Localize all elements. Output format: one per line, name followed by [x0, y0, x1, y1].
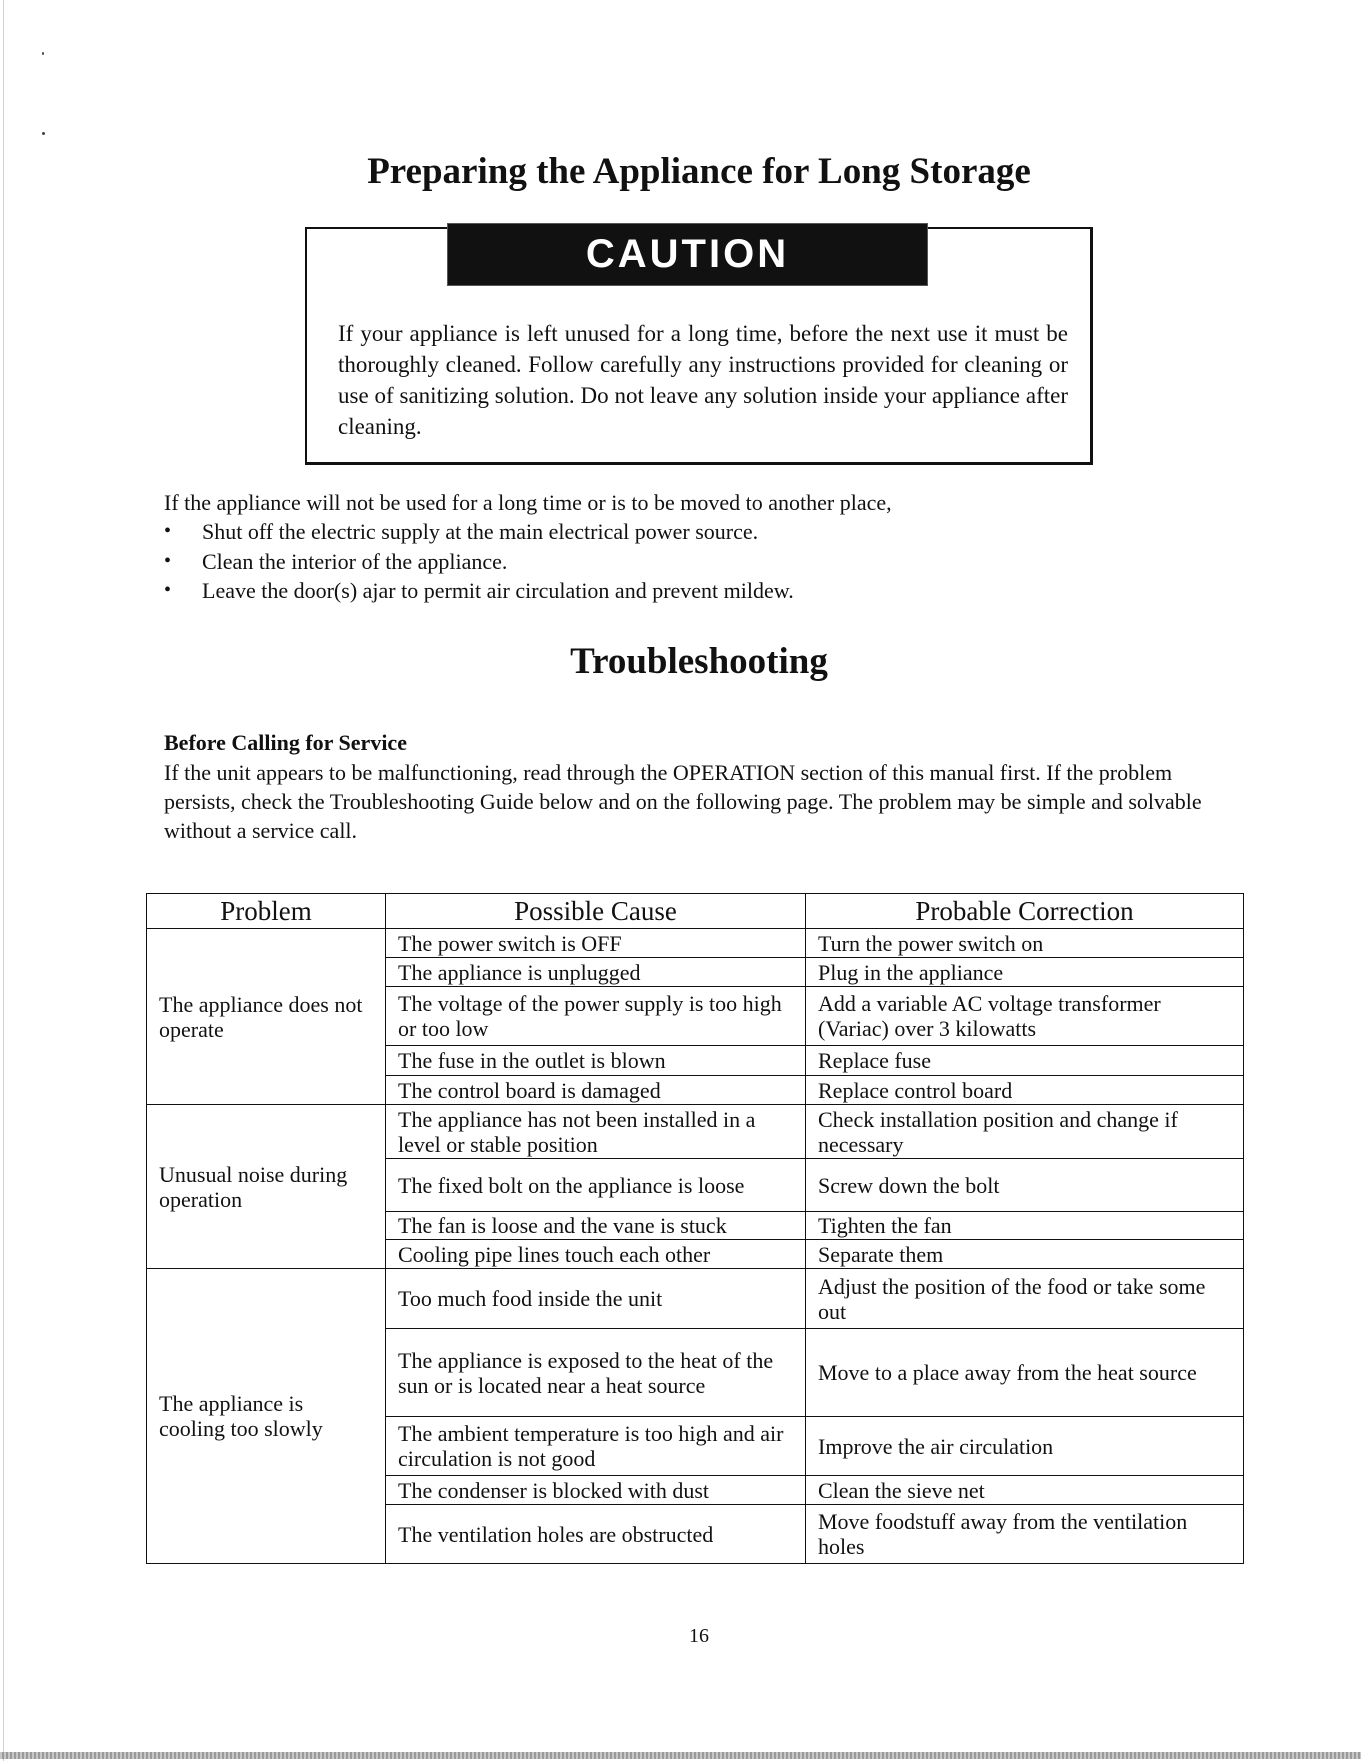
- caution-box: [305, 227, 1093, 465]
- cause-cell: Cooling pipe lines touch each other: [386, 1240, 806, 1269]
- cause-cell: The appliance is unplugged: [386, 958, 806, 987]
- list-item: • Clean the interior of the appliance.: [164, 547, 794, 577]
- correction-cell: Move to a place away from the heat source: [806, 1329, 1244, 1417]
- scan-speck: [42, 132, 45, 135]
- correction-cell: Check installation position and change if necessary: [806, 1105, 1244, 1159]
- table-row: [147, 929, 1244, 958]
- scan-speck: [42, 52, 44, 55]
- problem-cell: Unusual noise during operation: [147, 1105, 386, 1269]
- storage-steps: [164, 517, 794, 606]
- storage-title: Preparing the Appliance for Long Storage: [367, 151, 1031, 192]
- table-row: [147, 1269, 1244, 1329]
- service-paragraph: If the unit appears to be malfunctioning, read through the OPERATION section of this manual first. If the problem persists, check the Troubleshooting Guide below and on the following page. The problem may be simple and solvable without a service call.: [164, 760, 1202, 843]
- header-correction: Probable Correction: [806, 894, 1244, 929]
- correction-cell: Improve the air circulation: [806, 1417, 1244, 1476]
- problem-cell: The appliance does not operate: [147, 929, 386, 1105]
- cause-cell: The power switch is OFF: [386, 929, 806, 958]
- page-number: 16: [689, 1625, 709, 1647]
- cause-cell: The fixed bolt on the appliance is loose: [386, 1159, 806, 1212]
- storage-intro: If the appliance will not be used for a long time or is to be moved to another place,: [164, 490, 892, 515]
- page-edge: [3, 0, 4, 1761]
- cause-cell: The appliance is exposed to the heat of the sun or is located near a heat source: [386, 1329, 806, 1417]
- header-cause: Possible Cause: [386, 894, 806, 929]
- correction-cell: Replace control board: [806, 1076, 1244, 1105]
- service-subheading: Before Calling for Service: [164, 730, 407, 755]
- cause-cell: The ambient temperature is too high and air circulation is not good: [386, 1417, 806, 1476]
- correction-cell: Add a variable AC voltage transformer (Variac) over 3 kilowatts: [806, 987, 1244, 1046]
- cause-cell: The fan is loose and the vane is stuck: [386, 1212, 806, 1240]
- cause-cell: Too much food inside the unit: [386, 1269, 806, 1329]
- problem-cell: The appliance is cooling too slowly: [147, 1269, 386, 1564]
- correction-cell: Plug in the appliance: [806, 958, 1244, 987]
- cause-cell: The voltage of the power supply is too high or too low: [386, 987, 806, 1046]
- table-row: [147, 1105, 1244, 1159]
- caution-banner: [447, 223, 928, 286]
- troubleshooting-table: [146, 893, 1244, 1564]
- correction-cell: Tighten the fan: [806, 1212, 1244, 1240]
- list-item: • Leave the door(s) ajar to permit air circulation and prevent mildew.: [164, 576, 794, 606]
- cause-cell: The fuse in the outlet is blown: [386, 1046, 806, 1076]
- list-item: • Shut off the electric supply at the main electrical power source.: [164, 517, 794, 547]
- caution-label: CAUTION: [585, 232, 790, 276]
- correction-cell: Separate them: [806, 1240, 1244, 1269]
- page-edge: [0, 1752, 1361, 1759]
- correction-cell: Move foodstuff away from the ventilation holes: [806, 1505, 1244, 1564]
- correction-cell: Replace fuse: [806, 1046, 1244, 1076]
- cause-cell: The ventilation holes are obstructed: [386, 1505, 806, 1564]
- cause-cell: The control board is damaged: [386, 1076, 806, 1105]
- table-header-row: [147, 894, 1244, 929]
- cause-cell: The appliance has not been installed in a level or stable position: [386, 1105, 806, 1159]
- cause-cell: The condenser is blocked with dust: [386, 1476, 806, 1505]
- correction-cell: Adjust the position of the food or take some out: [806, 1269, 1244, 1329]
- correction-cell: Screw down the bolt: [806, 1159, 1244, 1212]
- header-problem: Problem: [147, 894, 386, 929]
- caution-text: If your appliance is left unused for a long time, before the next use it must be thoroughly cleaned. Follow carefully any instructions provided for cleaning or use of sanitizing solution. Do not leave any solution inside your appliance after cleaning.: [338, 321, 1068, 439]
- correction-cell: Clean the sieve net: [806, 1476, 1244, 1505]
- troubleshooting-title: Troubleshooting: [570, 641, 828, 682]
- correction-cell: Turn the power switch on: [806, 929, 1244, 958]
